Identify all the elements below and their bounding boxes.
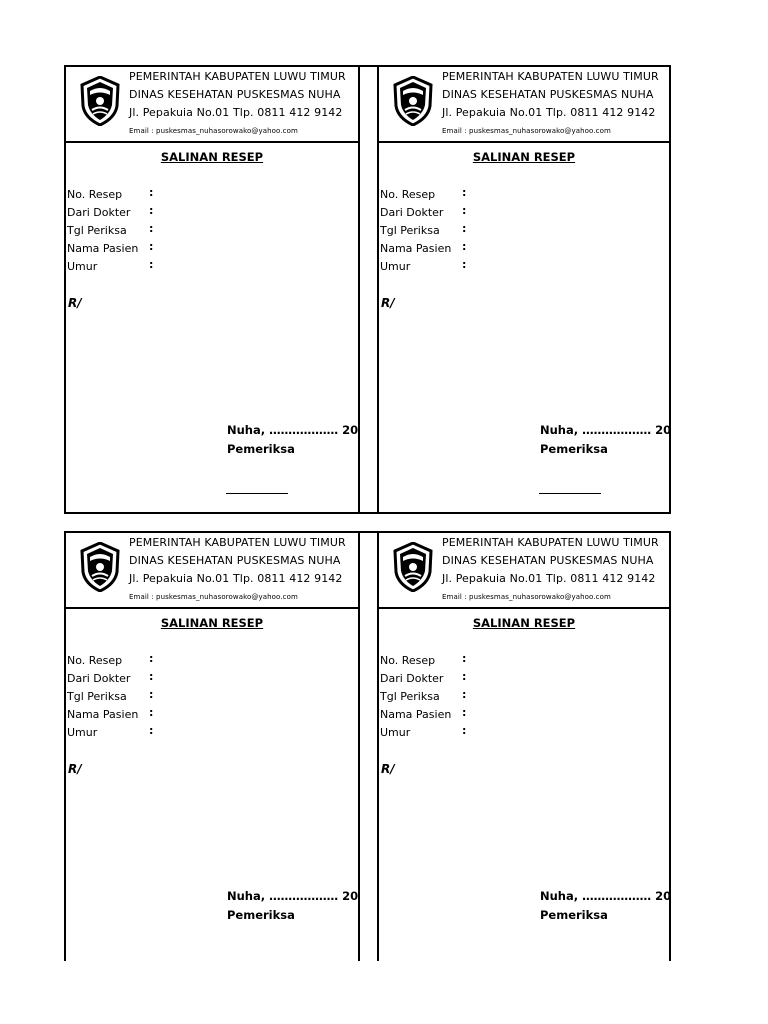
examiner-label: Pemeriksa <box>540 442 608 456</box>
field-label-umur: Umur <box>380 726 411 739</box>
kop-header <box>379 67 669 143</box>
place-date-line: Nuha, ……………… 20 <box>227 889 359 903</box>
header-email-line: Email : puskesmas_nuhasorowako@yahoo.com <box>129 127 298 135</box>
place-date-line: Nuha, ……………… 20 <box>540 423 672 437</box>
header-address-line: Jl. Pepakuia No.01 Tlp. 0811 412 9142 <box>129 572 343 585</box>
field-colon: : <box>462 706 467 719</box>
field-colon: : <box>149 222 154 235</box>
signature-line <box>539 493 601 494</box>
examiner-label: Pemeriksa <box>227 908 295 922</box>
form-title: SALINAN RESEP <box>472 616 576 630</box>
header-government-line: PEMERINTAH KABUPATEN LUWU TIMUR <box>129 536 346 549</box>
field-colon: : <box>149 258 154 271</box>
prescription-sheet-bottom-row <box>64 531 671 961</box>
place-date-line: Nuha, ……………… 20 <box>227 423 359 437</box>
form-title: SALINAN RESEP <box>472 150 576 164</box>
field-label-umur: Umur <box>380 260 411 273</box>
form-title: SALINAN RESEP <box>160 616 264 630</box>
field-label-dari-dokter: Dari Dokter <box>67 206 131 219</box>
header-agency-line: DINAS KESEHATAN PUSKESMAS NUHA <box>442 88 654 101</box>
field-colon: : <box>462 724 467 737</box>
header-email-line: Email : puskesmas_nuhasorowako@yahoo.com <box>442 593 611 601</box>
prescription-copy-card <box>66 67 360 512</box>
field-colon: : <box>462 688 467 701</box>
kop-header <box>66 533 358 609</box>
header-agency-line: DINAS KESEHATAN PUSKESMAS NUHA <box>442 554 654 567</box>
field-label-nama-pasien: Nama Pasien <box>67 708 139 721</box>
regency-emblem-icon <box>392 76 434 126</box>
field-label-dari-dokter: Dari Dokter <box>67 672 131 685</box>
header-agency-line: DINAS KESEHATAN PUSKESMAS NUHA <box>129 554 341 567</box>
field-label-tgl-periksa: Tgl Periksa <box>67 690 127 703</box>
field-label-nama-pasien: Nama Pasien <box>380 242 452 255</box>
field-colon: : <box>149 688 154 701</box>
field-colon: : <box>149 706 154 719</box>
field-colon: : <box>462 222 467 235</box>
regency-emblem-icon <box>392 542 434 592</box>
prescription-copy-card <box>377 67 671 512</box>
field-label-nama-pasien: Nama Pasien <box>380 708 452 721</box>
kop-header <box>379 533 669 609</box>
field-colon: : <box>462 186 467 199</box>
place-date-line: Nuha, ……………… 20 <box>540 889 672 903</box>
field-colon: : <box>462 652 467 665</box>
field-colon: : <box>149 724 154 737</box>
header-address-line: Jl. Pepakuia No.01 Tlp. 0811 412 9142 <box>129 106 343 119</box>
field-label-dari-dokter: Dari Dokter <box>380 672 444 685</box>
header-government-line: PEMERINTAH KABUPATEN LUWU TIMUR <box>442 70 659 83</box>
field-label-nama-pasien: Nama Pasien <box>67 242 139 255</box>
recipe-symbol: R/ <box>68 296 82 310</box>
regency-emblem-icon <box>79 542 121 592</box>
field-label-tgl-periksa: Tgl Periksa <box>380 224 440 237</box>
field-label-tgl-periksa: Tgl Periksa <box>67 224 127 237</box>
header-government-line: PEMERINTAH KABUPATEN LUWU TIMUR <box>129 70 346 83</box>
field-colon: : <box>149 652 154 665</box>
prescription-copy-card <box>377 533 671 961</box>
field-label-no-resep: No. Resep <box>380 188 436 201</box>
field-colon: : <box>149 670 154 683</box>
field-label-tgl-periksa: Tgl Periksa <box>380 690 440 703</box>
field-colon: : <box>149 186 154 199</box>
regency-emblem-icon <box>79 76 121 126</box>
examiner-label: Pemeriksa <box>540 908 608 922</box>
recipe-symbol: R/ <box>68 762 82 776</box>
field-label-no-resep: No. Resep <box>67 188 123 201</box>
kop-header <box>66 67 358 143</box>
field-colon: : <box>149 204 154 217</box>
form-title: SALINAN RESEP <box>160 150 264 164</box>
recipe-symbol: R/ <box>381 296 395 310</box>
header-email-line: Email : puskesmas_nuhasorowako@yahoo.com <box>129 593 298 601</box>
header-address-line: Jl. Pepakuia No.01 Tlp. 0811 412 9142 <box>442 572 656 585</box>
header-government-line: PEMERINTAH KABUPATEN LUWU TIMUR <box>442 536 659 549</box>
field-colon: : <box>462 204 467 217</box>
field-label-no-resep: No. Resep <box>67 654 123 667</box>
examiner-label: Pemeriksa <box>227 442 295 456</box>
recipe-symbol: R/ <box>381 762 395 776</box>
field-colon: : <box>149 240 154 253</box>
field-label-umur: Umur <box>67 726 98 739</box>
signature-line <box>226 493 288 494</box>
header-email-line: Email : puskesmas_nuhasorowako@yahoo.com <box>442 127 611 135</box>
prescription-sheet-top-row <box>64 65 671 514</box>
field-label-dari-dokter: Dari Dokter <box>380 206 444 219</box>
header-address-line: Jl. Pepakuia No.01 Tlp. 0811 412 9142 <box>442 106 656 119</box>
field-colon: : <box>462 240 467 253</box>
header-agency-line: DINAS KESEHATAN PUSKESMAS NUHA <box>129 88 341 101</box>
field-colon: : <box>462 670 467 683</box>
field-label-umur: Umur <box>67 260 98 273</box>
prescription-copy-card <box>66 533 360 961</box>
field-colon: : <box>462 258 467 271</box>
field-label-no-resep: No. Resep <box>380 654 436 667</box>
